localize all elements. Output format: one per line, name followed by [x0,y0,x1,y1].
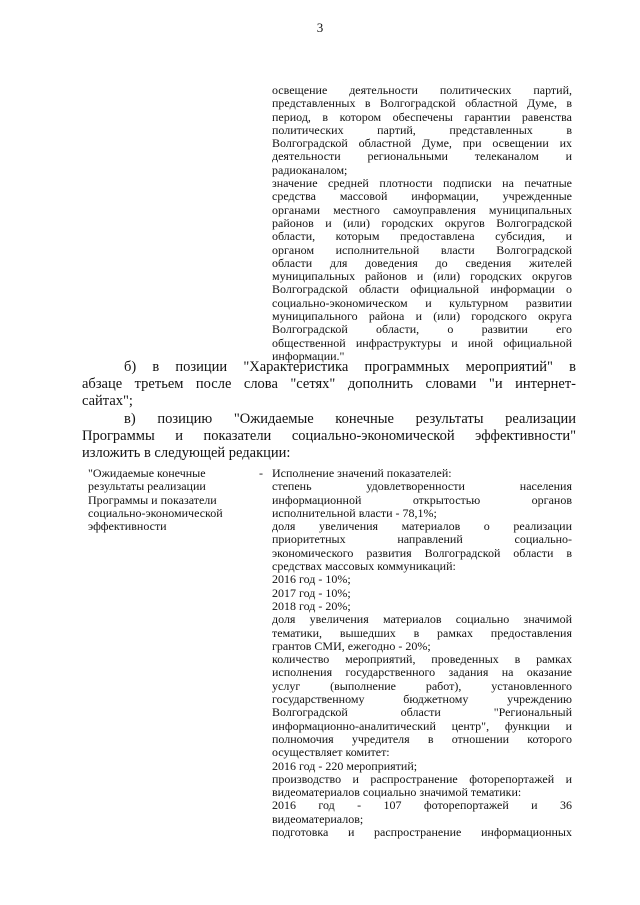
cell-line: эффективности [88,520,167,534]
cell-line: экономического развития Волгоградской области в [272,546,572,560]
cell-line: Программы и показатели [88,493,217,507]
cell-line: исполнения государственного задания на оказание [272,666,572,680]
quoted-continuation-block [272,84,572,363]
cell-line: информационной открытостью органов [272,493,572,507]
text-line: деятельности региональными телеканалом и [272,150,572,164]
text-line: общественной инфраструктуры и иной официальной [272,336,572,350]
text-line: районов и (или) городских округов Волгоградской [272,216,572,230]
cell-line: услуг (выполнение работ), установленного [272,679,572,693]
page-number: 3 [316,20,324,35]
cell-line: осуществляет комитет: [272,746,390,760]
cell-line: Волгоградской области "Региональный [272,706,572,720]
paragraph-line: б) в позиции "Характеристика программных мероприятий" в [124,359,576,375]
table-right-cell [272,467,572,839]
text-line: органами местного самоуправления муниципальных [272,203,572,217]
text-line: представленных в Волгоградской областной Думе, в [272,97,572,111]
paragraph-line: абзаце третьем после слова "сетях" дополнить словами "и интернет- [82,376,576,393]
cell-line: количество мероприятий, проведенных в рамках [272,653,572,667]
cell-line: видеоматериалов; [272,812,364,826]
cell-line: социально-экономической [88,506,223,520]
text-line: области для доведения до сведения жителей [272,256,572,270]
text-line: муниципальных районов и (или) городских округов [272,270,572,284]
cell-line: "Ожидаемые конечные [88,467,206,480]
cell-line: 2016 год - 10%; [272,573,351,587]
paragraph-line: сайтах"; [82,393,133,410]
cell-line: тематики, вышедших в рамках предоставления [272,626,572,640]
cell-line: 2016 год - 220 мероприятий; [272,759,418,773]
cell-line: полномочия учредителя в отношении которого [272,732,572,746]
text-line: Волгоградской области официальной информации о [272,283,572,297]
cell-line: видеоматериалов социально значимой тематики: [272,786,522,800]
table-left-cell [88,467,258,533]
cell-line: государственному бюджетному учреждению [272,693,572,707]
cell-line: 2018 год - 20%; [272,599,351,613]
paragraph-line: Программы и показатели социально-экономической эффективности" [82,427,576,444]
cell-line: Исполнение значений показателей: [272,467,452,480]
cell-line: доля увеличения материалов о реализации [272,520,572,534]
cell-line: средствах массовых коммуникаций: [272,560,456,574]
table-dash: - [259,466,263,480]
amendment-items-block [82,359,576,462]
cell-line: доля увеличения материалов социально значимой [272,613,572,627]
text-line: радиоканалом; [272,163,348,177]
text-line: социально-экономическом и культурном развитии [272,296,572,310]
text-line: значение средней плотности подписки на печатные [272,177,572,191]
paragraph-line: в) позицию "Ожидаемые конечные результаты реализации [124,410,576,427]
cell-line: производство и распространение фоторепортажей и [272,772,572,786]
text-line: освещение деятельности политических партий, [272,84,572,97]
text-line: органом исполнительной власти Волгоградской [272,243,572,257]
cell-line: грантов СМИ, ежегодно - 20%; [272,639,431,653]
cell-line: степень удовлетворенности населения [272,480,572,494]
text-line: муниципального района и (или) городского округа [272,310,572,324]
cell-line: подготовка и распространение информационных [272,826,572,840]
cell-line: исполнительной власти - 78,1%; [272,506,437,520]
cell-line: 2017 год - 10%; [272,586,351,600]
text-line: области, которым предоставлена субсидия, и [272,230,572,244]
cell-line: информационно-аналитический центр", функции и [272,719,572,733]
cell-line: приоритетных направлений социально- [272,533,572,547]
paragraph-line: изложить в следующей редакции: [82,445,291,462]
cell-line: результаты реализации [88,480,206,494]
text-line: Волгоградской областной Думе, при освещении их [272,137,572,151]
text-line: информации." [272,349,345,363]
text-line: политических партий, представленных в [272,123,572,137]
cell-line: 2016 год - 107 фоторепортажей и 36 [272,799,572,813]
text-line: средства массовой информации, учрежденные [272,190,572,204]
text-line: период, в котором обеспечены гарантии равенства [272,110,572,124]
text-line: Волгоградской области, о развитии его [272,323,572,337]
